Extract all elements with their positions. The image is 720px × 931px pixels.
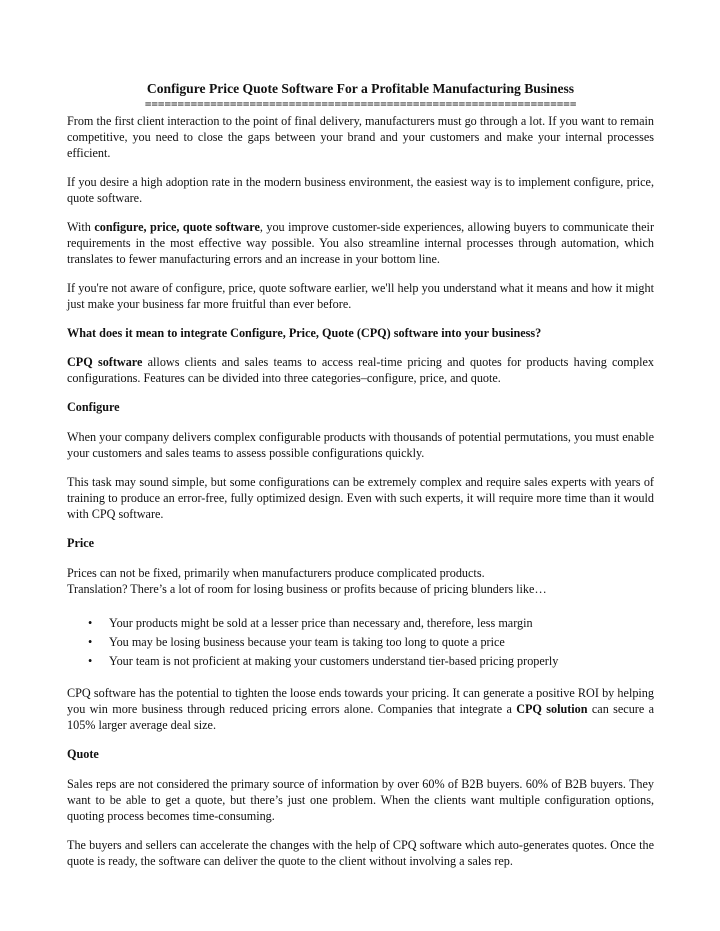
text-fragment: can secure a 105% larger average deal size. (67, 702, 654, 732)
paragraph-intro: From the first client interaction to the point of final delivery, manufacturers must go through a lot. If you want to remain competitive, you need to close the gaps between your brand and your customers and make your internal processes efficient. (67, 114, 654, 160)
list-item (88, 615, 654, 631)
title-underline: ================================================================== (144, 98, 577, 111)
bold-term-cpq-software: CPQ software (67, 355, 143, 369)
paragraph-price (67, 565, 654, 597)
list-item (88, 653, 654, 669)
text-fragment: CPQ software has the potential to tighten the loose ends towards your pricing. It can generate a positive ROI by helping you win more business through reduced pricing errors alone. Companies that integrate a (67, 686, 654, 716)
text-line: Translation? There’s a lot of room for losing business or profits because of pricing blunders like… (67, 582, 547, 596)
list-item-text: You may be losing business because your team is taking too long to quote a price (109, 635, 505, 649)
section-heading-configure: Configure (67, 400, 120, 414)
text-line: Prices can not be fixed, primarily when manufacturers produce complicated products. (67, 566, 485, 580)
section-heading-what-does-it-mean: What does it mean to integrate Configure, Price, Quote (CPQ) software into your business? (67, 326, 542, 340)
text-fragment: , you improve customer-side experiences, allowing buyers to communicate their requirements in the most effective way possible. You also streamline internal processes through automation, which translates to fewer manufacturing errors and an increase in your bottom line. (67, 220, 655, 266)
paragraph-configure-1: When your company delivers complex configurable products with thousands of potential permutations, you must enable your customers and sales teams to assess possible configurations quickly. (67, 430, 654, 460)
paragraph-with-cpq (67, 219, 654, 267)
list-item-text: Your team is not proficient at making your customers understand tier-based pricing properly (109, 654, 559, 668)
list-item (88, 634, 654, 650)
bullet-icon: • (88, 616, 93, 630)
text-fragment: With (67, 220, 95, 234)
pricing-blunders-list (67, 615, 654, 669)
bold-term-cpq-solution: CPQ solution (516, 702, 588, 716)
section-heading-quote: Quote (67, 747, 99, 761)
paragraph-quote-2: The buyers and sellers can accelerate the changes with the help of CPQ software which auto-generates quotes. Once the quote is ready, the software can deliver the quote to the client without involving a sales rep. (67, 838, 654, 868)
paragraph-configure-2: This task may sound simple, but some configurations can be extremely complex and require sales experts with years of training to produce an error-free, fully optimized design. Even with such experts, it will require more time than it would with CPQ software. (67, 475, 654, 521)
paragraph-quote-1: Sales reps are not considered the primary source of information by over 60% of B2B buyers. 60% of B2B buyers. They want to be able to get a quote, but there’s just one problem. When the clients want multiple configuration options, quoting process becomes time-consuming. (67, 777, 654, 823)
text-fragment: allows clients and sales teams to access real-time pricing and quotes for products having complex configurations. Features can be divided into three categories–configure, price, and quote. (67, 355, 654, 385)
page-title: Configure Price Quote Software For a Profitable Manufacturing Business (146, 81, 575, 96)
paragraph-adoption: If you desire a high adoption rate in the modern business environment, the easiest way is to implement configure, price, quote software. (67, 175, 654, 205)
document-page (67, 80, 654, 882)
bullet-icon: • (88, 635, 93, 649)
paragraph-not-aware: If you're not aware of configure, price, quote software earlier, we'll help you understand what it means and how it might just make your business far more fruitful than ever before. (67, 281, 654, 311)
paragraph-cpq-definition (67, 354, 654, 386)
bullet-icon: • (88, 654, 93, 668)
paragraph-roi (67, 685, 654, 733)
list-item-text: Your products might be sold at a lesser price than necessary and, therefore, less margin (109, 616, 533, 630)
section-heading-price: Price (67, 536, 95, 550)
bold-term-cpq: configure, price, quote software (94, 220, 260, 234)
